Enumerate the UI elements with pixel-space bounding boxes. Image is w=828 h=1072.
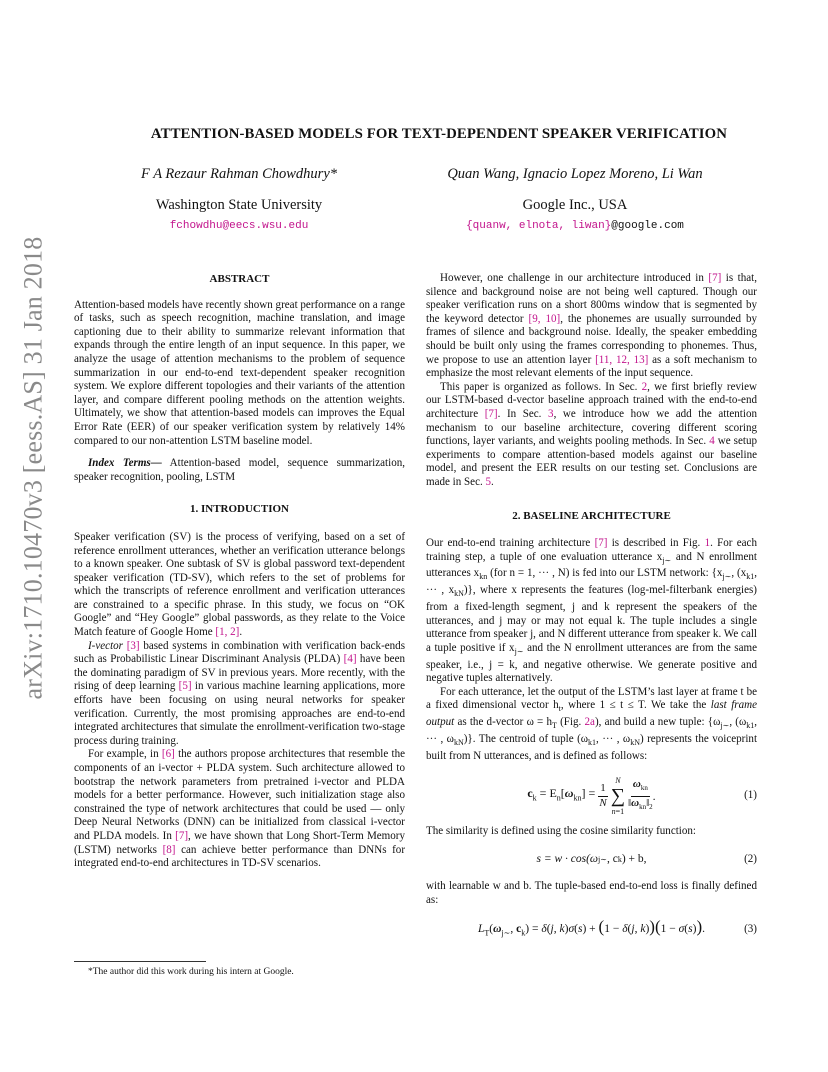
- footnote: *The author did this work during his intern at Google.: [88, 967, 294, 977]
- author-email: [410, 220, 740, 232]
- section-link[interactable]: 5: [485, 475, 492, 488]
- abstract-heading: ABSTRACT: [209, 273, 270, 285]
- citation-link[interactable]: [1, 2]: [215, 626, 240, 639]
- equation-number: (3): [744, 923, 757, 936]
- equation-2: [426, 848, 757, 872]
- citation-link[interactable]: [7]: [594, 537, 608, 550]
- citation-link[interactable]: [9, 10]: [528, 312, 561, 325]
- citation-link[interactable]: [11, 12, 13]: [595, 353, 649, 366]
- email-users[interactable]: {quanw, elnota, liwan}: [466, 220, 612, 232]
- email-domain: @google.com: [611, 220, 684, 232]
- intro-heading: 1. INTRODUCTION: [189, 503, 289, 516]
- citation-link[interactable]: [7]: [175, 829, 189, 842]
- citation-link[interactable]: [3]: [122, 639, 140, 652]
- equation-1-body: $c_k = E_n[\omega_{kn}]$ = $\frac{1}{N}$ N ∑ n=1 $\omega_{kn}$ $‖\omega_{kn}‖_2$ .: [527, 775, 656, 817]
- equation-3: [426, 917, 757, 943]
- index-terms-list: Attention-based model, sequence summarization, speaker recognition, pooling, LSTM: [74, 457, 406, 483]
- citation-link[interactable]: [4]: [343, 653, 357, 666]
- paper-title: ATTENTION-BASED MODELS FOR TEXT-DEPENDENT SPEAKER VERIFICATION: [150, 126, 728, 142]
- arxiv-stamp: arXiv:1710.10470v3 [eess.AS] 31 Jan 2018: [18, 236, 48, 699]
- equation-2-body: s = w · cos(ω j∼ , c k ) + b,: [536, 853, 647, 866]
- left-column: [74, 273, 405, 871]
- right-column: [426, 272, 757, 943]
- loss-text: with learnable w and b. The tuple-based end-to-end loss is finally defined as:: [426, 880, 757, 906]
- citation-link[interactable]: [8]: [162, 843, 176, 856]
- equation-number: (1): [744, 789, 757, 802]
- index-terms-label: Index Terms—: [88, 457, 162, 470]
- author-affiliation: Google Inc., USA: [522, 197, 628, 213]
- author-block-1: [104, 166, 374, 232]
- section-link[interactable]: 4: [709, 435, 715, 448]
- figure-link[interactable]: 1: [704, 537, 711, 550]
- section-link[interactable]: 3: [548, 407, 554, 420]
- figure-link[interactable]: 2a: [584, 716, 595, 729]
- abstract-body: Attention-based models have recently shown great performance on a range of tasks, such as speech recognition, machine translation, and image captioning due to their ability to summarize relevant information that expands through the entire length of an input sequence. In this paper, we analyze the usage of attention mechanisms to the problem of sequence summarization in our end-to-end text-dependent speaker recognition system. We explore different topologies and their variants of the attention layer, and compare different pooling methods on the attention weights. Ultimately, we show that attention-based models can improves the Equal Error Rate (EER) of our speaker verification system by relatively 14% compared to our non-attention LSTM baseline model.: [74, 298, 405, 447]
- author-name: F A Rezaur Rahman Chowdhury*: [140, 166, 338, 182]
- equation-number: (2): [744, 853, 757, 866]
- author-block-2: [410, 166, 740, 232]
- intro-paragraph-1: Speaker verification (SV) is the process of verifying, based on a set of reference enrollment utterances, whether an verification utterance belongs to a known speaker. One subtask of SV is global password text-dependent speaker verification (TD-SV), which refers to the set of problems for which the transcripts of reference enrollment and verification utterances are constrained to a specific phrase. In this study, we focus on “OK Google” and “Hey Google” global passwords, as they relate to the Voice Match feature of Google Home [1, 2].: [74, 530, 405, 639]
- citation-link[interactable]: [7]: [708, 272, 722, 284]
- index-terms: [74, 457, 405, 484]
- footnote-rule: [74, 961, 206, 962]
- author-email[interactable]: fchowdhu@eecs.wsu.edu: [169, 220, 309, 232]
- equation-1: [426, 773, 757, 819]
- author-names: Quan Wang, Ignacio Lopez Moreno, Li Wan: [447, 166, 703, 182]
- equation-3-body: $L_T(\omega_{j\sim}$, $c_k) = \delta(j$, k)σ(s) + (1 − δ(j, k))(1 − σ(s)).: [477, 917, 706, 938]
- citation-link[interactable]: [6]: [161, 748, 175, 761]
- author-affiliation: Washington State University: [155, 197, 323, 213]
- intro-paragraph-2: I-vector [3] based systems in combination with verification back-ends such as Probabilistic Linear Discriminant Analysis (PLDA) [4] have been the dominating paradigm of SV in previous years. More recently, with the rising of deep learning [5] in various machine learning applications, more efforts have been focusing on using neural networks for speaker verification. Currently, the most promising approaches are end-to-end integrated architectures that simulate the enrollment-verification two-stage process during training.: [74, 639, 405, 747]
- section-link[interactable]: 2: [641, 380, 648, 393]
- baseline-paragraph-1: Our end-to-end training architecture [7] is described in Fig. 1. For each training step, a tuple of one evaluation utterance $x_{j\sim}$ and N enrollment utterances $x_{kn}$ (for n = 1, ··· , N) is fed into our LSTM network: {$x_{j\sim}$, ($x_{k1}$, ··· , $x_{kN}$)}, where x represents the features (log-mel-filterbank energies) from a fixed-length segment, j and k represent the speakers of the utterances, and j may or may not equal k. The tuple includes a single utterance from speaker j, and N different utterance from speaker k. We call a tuple positive if $x_{j\sim}$ and the N enrollment utterances are from the same speaker, i.e., j = k, and negative otherwise. We generate positive and negative tuples alternatively.: [426, 537, 758, 685]
- baseline-heading: 2. BASELINE ARCHITECTURE: [512, 509, 671, 522]
- right-paragraph-2: This paper is organized as follows. In Sec. 2, we first briefly review our LSTM-based d-vector baseline approach trained with the end-to-end architecture [7]. In Sec. 3, we introduce how we add the attention mechanism to our baseline architecture, covering different scoring functions, layer variants, and weights pooling methods. In Sec. 4 we setup experiments to compare attention-based models against our baseline model, and present the EER results on our testing set. Conclusions are made in Sec. 5.: [426, 380, 757, 488]
- intro-paragraph-3: For example, in [6] the authors propose architectures that resemble the components of an i-vector + PLDA system. Such architecture allowed to bootstrap the network parameters from pretrained i-vector and PLDA models for a better performance. However, such initialization stage also constrained the type of network architectures that could be used — only Deep Neural Networks (DNN) can be initialized from classical i-vector and PLDA models. In [7], we have shown that Long Short-Term Memory (LSTM) networks [8] can achieve better performance than DNNs for integrated end-to-end architectures in TD-SV scenarios.: [74, 748, 406, 870]
- citation-link[interactable]: [5]: [178, 680, 192, 693]
- citation-link[interactable]: [7]: [484, 407, 498, 420]
- similarity-text: The similarity is defined using the cosine similarity function:: [426, 825, 696, 838]
- right-paragraph-1: However, one challenge in our architecture introduced in [7] is that, silence and background noise are not being well captured. Though our speaker verification runs on a short 800ms window that is segmented by the keyword detector [9, 10], the phonemes are usually surrounded by frames of silence and background noise. Ideally, the speaker embedding should be built only using the frames corresponding to phonemes. Thus, we propose to use an attention layer [11, 12, 13] as a soft mechanism to emphasize the most relevant elements of the input sequence.: [426, 272, 758, 380]
- baseline-paragraph-2: For each utterance, let the output of the LSTM’s last layer at frame t be a fixed dimensional vector $h_t$, where 1 ≤ t ≤ T. We take the last frame output as the d-vector $\omega = h_T$ (Fig. 2a), and build a new tuple: {$\omega_{j\sim}$, ($\omega_{k1}$, ··· , $\omega_{kN}$)}. The centroid of tuple ($\omega_{k1}$, ··· , $\omega_{kN}$) represents the voiceprint built from N utterances, and is defined as follows:: [426, 685, 758, 762]
